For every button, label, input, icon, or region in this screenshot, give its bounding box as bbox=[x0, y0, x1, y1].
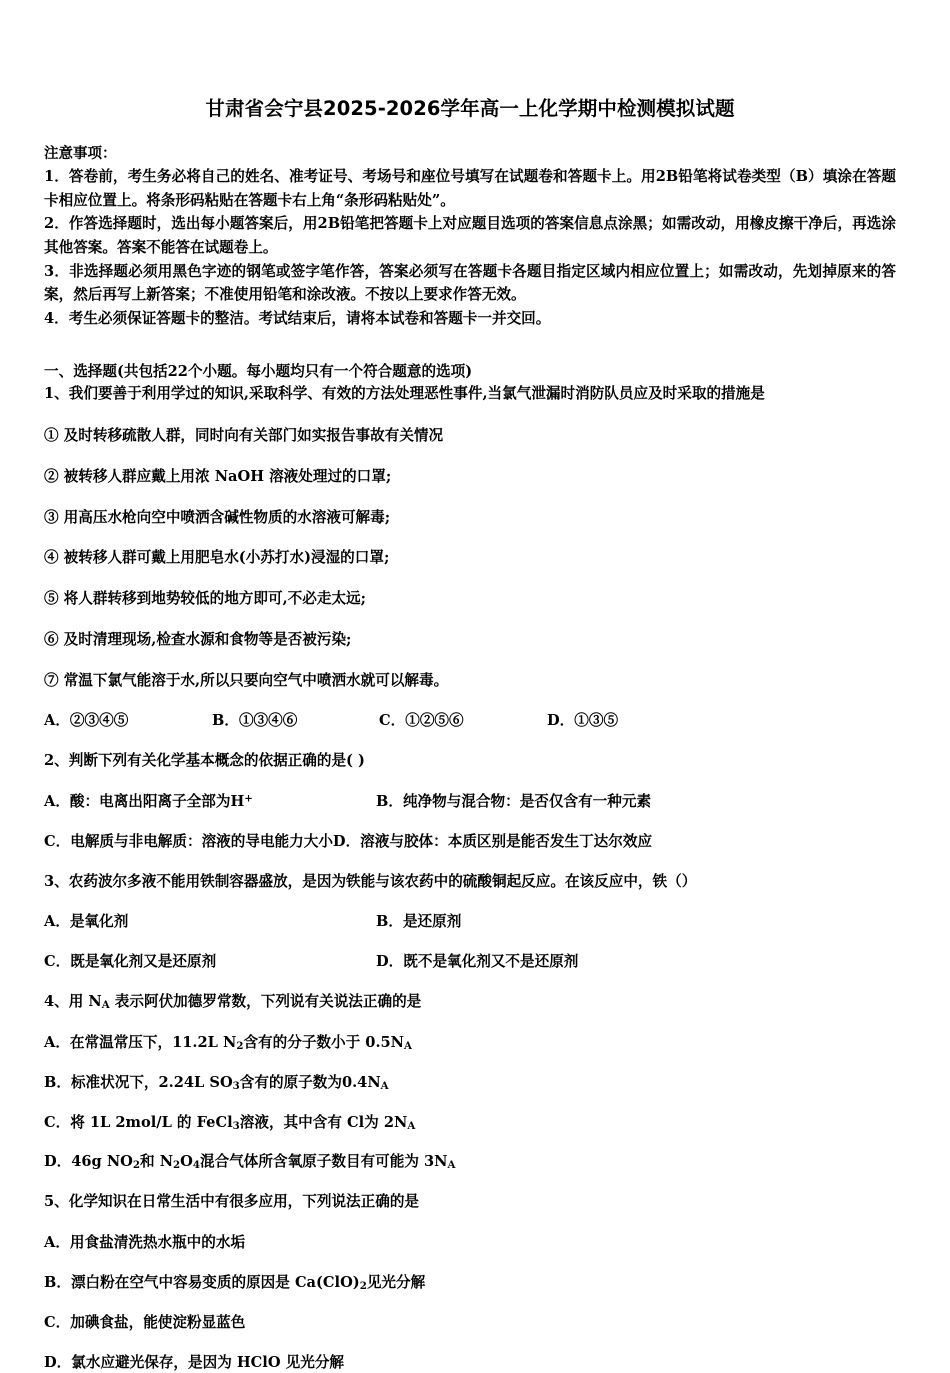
question-4-stem bbox=[44, 991, 896, 1014]
question-5-stem bbox=[44, 1191, 896, 1214]
notice-heading: 注意事项： bbox=[44, 145, 117, 163]
question-2-options-row-1 bbox=[44, 791, 896, 813]
question-1-subitem-3: ③ 用高压水枪向空中喷洒含碱性物质的水溶液可解毒; bbox=[44, 508, 391, 526]
question-2-text: 判断下列有关化学基本概念的依据正确的是( ) bbox=[68, 752, 365, 770]
question-5-option-a[interactable]: A．用食盐清洗热水瓶中的水垢 bbox=[44, 1233, 246, 1251]
question-1-subitem-7: ⑦ 常温下氯气能溶于水,所以只要向空气中喷洒水就可以解毒。 bbox=[44, 672, 449, 690]
question-3-options-row-1 bbox=[44, 911, 896, 933]
question-1-text: 我们要善于利用学过的知识,采取科学、有效的方法处理恶性事件,当氯气泄漏时消防队员应及时采取的措施是 bbox=[68, 385, 765, 403]
question-5-option-b[interactable]: B．漂白粉在空气中容易变质的原因是 $Ca(ClO)_2$见光分解 bbox=[44, 1273, 426, 1293]
notice-item-1: 1．答卷前，考生务必将自己的姓名、准考证号、考场号和座位号填写在试题卷和答题卡上。用2B铅笔将试卷类型（B）填涂在答题卡相应位置上。将条形码粘贴在答题卡右上角“条形码粘贴处”。 bbox=[44, 168, 896, 209]
question-3-text: 农药波尔多液不能用铁制容器盛放，是因为铁能与该农药中的硫酸铜起反应。在该反应中，铁（） bbox=[68, 872, 697, 890]
question-3-option-b[interactable]: B．是还原剂 bbox=[376, 913, 462, 931]
question-3-number: 3、 bbox=[44, 872, 69, 890]
notice-item-3: 3．非选择题必须用黑色字迹的钢笔或签字笔作答，答案必须写在答题卡各题目指定区域内相应位置上；如需改动，先划掉原来的答案，然后再写上新答案；不准使用铅笔和涂改液。不按以上要求作答无效。 bbox=[44, 262, 896, 304]
page-title: 甘肃省会宁县2025-2026学年高一上化学期中检测模拟试题 bbox=[205, 97, 735, 120]
question-1-option-b[interactable]: B．①③④⑥ bbox=[212, 712, 298, 730]
question-1-option-d[interactable]: D．①③⑤ bbox=[547, 712, 619, 730]
question-1-number: 1、 bbox=[44, 385, 69, 403]
question-2-option-b[interactable]: B．纯净物与混合物：是否仅含有一种元素 bbox=[376, 792, 652, 810]
question-5-text: 化学知识在日常生活中有很多应用，下列说法正确的是 bbox=[68, 1193, 420, 1211]
question-4-option-d[interactable]: D．46g $NO_2$和 $N_2O_4$混合气体所含氧原子数目有可能为 $3N_A$ bbox=[44, 1153, 456, 1172]
question-5-option-c[interactable]: C．加碘食盐，能使淀粉显蓝色 bbox=[44, 1313, 246, 1331]
question-3-stem bbox=[44, 871, 896, 894]
question-1-subitem-6: ⑥ 及时清理现场,检查水源和食物等是否被污染; bbox=[44, 631, 352, 649]
question-3-option-d[interactable]: D．既不是氧化剂又不是还原剂 bbox=[376, 953, 579, 971]
question-1-subitem-5: ⑤ 将人群转移到地势较低的地方即可,不必走太远; bbox=[44, 590, 367, 608]
question-4-number: 4、 bbox=[44, 993, 69, 1011]
question-1-subitem-4: ④ 被转移人群可戴上用肥皂水(小苏打水)浸湿的口罩; bbox=[44, 549, 390, 567]
question-4-option-b[interactable]: B．标准状况下，2.24L $SO_3$含有的原子数为$0.4N_A$ bbox=[44, 1073, 389, 1092]
page-content bbox=[44, 0, 896, 1373]
question-5-number: 5、 bbox=[44, 1193, 69, 1211]
question-1-option-a[interactable]: A．②③④⑤ bbox=[44, 712, 129, 730]
question-2-option-a[interactable]: A．酸：电离出阳离子全部为H+ bbox=[44, 792, 253, 810]
section-heading: 一、选择题(共包括22个小题。每小题均只有一个符合题意的选项) bbox=[44, 362, 473, 380]
question-2-options-row-2 bbox=[44, 831, 896, 853]
question-3-option-c[interactable]: C．既是氧化剂又是还原剂 bbox=[44, 953, 217, 971]
question-2-option-a-superscript: + bbox=[244, 792, 253, 805]
question-2-stem bbox=[44, 750, 896, 773]
question-4-option-c[interactable]: C．将 1L 2mol/L 的 FeCl$_3$溶液，其中含有 Cl为 $2N_A$ bbox=[44, 1113, 416, 1132]
question-3-option-a[interactable]: A．是氧化剂 bbox=[44, 913, 129, 931]
notice-item-4: 4．考生必须保证答题卡的整洁。考试结束后，请将本试卷和答题卡一并交回。 bbox=[44, 309, 551, 327]
question-1-stem bbox=[44, 383, 896, 406]
question-2-number: 2、 bbox=[44, 752, 69, 770]
question-1-options bbox=[44, 710, 896, 732]
question-1-subitem-1: ① 及时转移疏散人群，同时向有关部门如实报告事故有关情况 bbox=[44, 426, 444, 444]
question-3-options-row-2 bbox=[44, 951, 896, 973]
question-2-option-d[interactable]: D．溶液与胶体：本质区别是能否发生丁达尔效应 bbox=[332, 832, 653, 850]
question-4-option-a[interactable]: A．在常温常压下，11.2L $N_2$含有的分子数小于 $0.5N_A$ bbox=[44, 1033, 412, 1052]
question-4-text: 用 $N_A$ 表示阿伏加德罗常数，下列说有关说法正确的是 bbox=[68, 993, 422, 1012]
notice-item-2: 2．作答选择题时，选出每小题答案后，用2B铅笔把答题卡上对应题目选项的答案信息点涂黑；如需改动，用橡皮擦干净后，再选涂其他答案。答案不能答在试题卷上。 bbox=[44, 215, 896, 257]
question-5-option-d[interactable]: D．氯水应避光保存，是因为 HClO 见光分解 bbox=[44, 1353, 345, 1371]
question-1-subitem-2: ② 被转移人群应戴上用浓 NaOH 溶液处理过的口罩; bbox=[44, 467, 392, 485]
question-2-option-c[interactable]: C．电解质与非电解质：溶液的导电能力大小 bbox=[44, 832, 333, 850]
question-1-option-c[interactable]: C．①②⑤⑥ bbox=[379, 712, 464, 730]
